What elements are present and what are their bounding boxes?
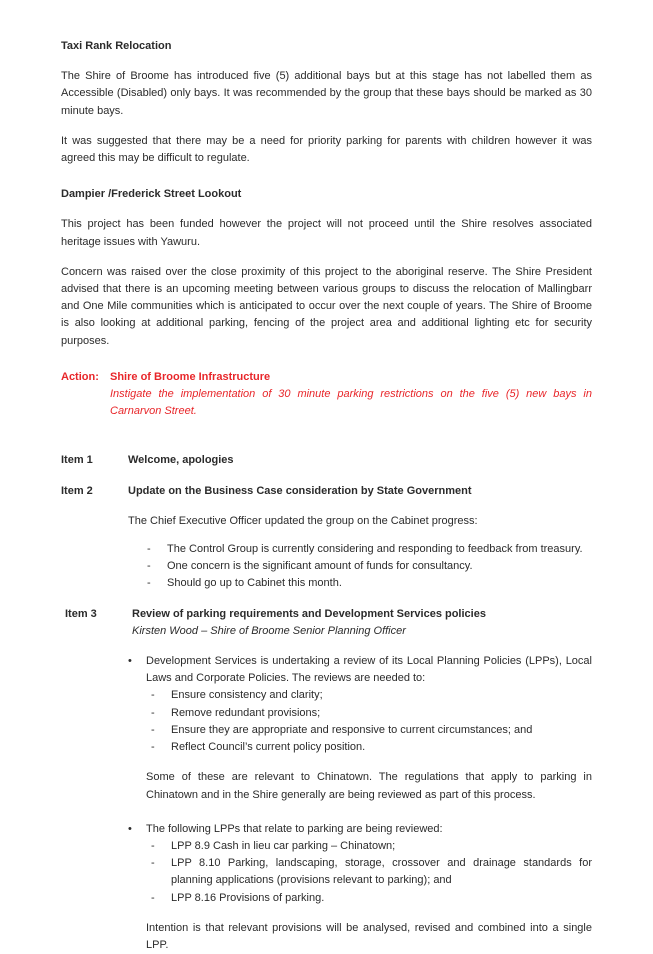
- lookout-paragraph-1: This project has been funded however the project will not proceed until the Shire resolves associated heritage issues with Yawuru.: [61, 218, 592, 248]
- list-item: [151, 687, 592, 704]
- dash-marker: -: [151, 706, 155, 719]
- dash-marker: -: [151, 689, 155, 702]
- list-item-label: LPP 8.9 Cash in lieu car parking – Chinatown;: [171, 839, 396, 852]
- lookout-paragraph-2: Concern was raised over the close proximity of this project to the aboriginal reserve. The Shire President advised that there is an upcoming meeting between various groups to discuss the relocation of Mallingbarr and One Mile communities which is anticipated to occur over the next couple of years. The Shire of Broome is also looking at additional parking, fencing of the project area and additional lighting etc for security purposes.: [61, 265, 592, 347]
- list-item: [147, 541, 592, 558]
- item-2-intro-spacer: [61, 500, 592, 513]
- list-item: [151, 838, 592, 855]
- list-item: [151, 890, 592, 907]
- list-item: [147, 575, 592, 592]
- item-3-title: Review of parking requirements and Development Services policies: [132, 607, 486, 620]
- bullet-marker: •: [128, 822, 132, 835]
- item-2-point-list: [147, 541, 592, 593]
- action-label: Action:: [61, 370, 99, 383]
- action-body: [110, 369, 592, 421]
- items-spacer: [61, 433, 592, 452]
- taxi-rank-paragraph-1: The Shire of Broome has introduced five (5) additional bays but at this stage has not labelled them as Accessible (Disabled) only bays. It was recommended by the group that these bays should be marked as 30 minute bays.: [61, 70, 592, 117]
- list-item: [151, 705, 592, 722]
- agenda-item-1: [61, 452, 592, 469]
- item-2-intro: The Chief Executive Officer updated the group on the Cabinet progress:: [128, 514, 478, 527]
- list-item: [151, 855, 592, 889]
- list-item: [147, 558, 592, 575]
- item-1-content: [128, 452, 592, 469]
- bullet-marker: •: [128, 655, 132, 668]
- dash-marker: -: [151, 839, 155, 852]
- dash-marker: -: [147, 577, 151, 590]
- dash-marker: -: [147, 543, 151, 556]
- action-text: Instigate the implementation of 30 minute parking restrictions on the five (5) new bays in Carnarvon Street.: [110, 388, 592, 418]
- item-2-content: [128, 483, 592, 500]
- list-item: [151, 722, 592, 739]
- dash-marker: -: [151, 741, 155, 754]
- dash-marker: -: [151, 857, 155, 870]
- taxi-rank-paragraph-2: It was suggested that there may be a need for priority parking for parents with children however it was agreed this may be difficult to regulate.: [61, 134, 592, 165]
- list-item-label: Ensure consistency and clarity;: [171, 689, 323, 702]
- list-item-label: LPP 8.10 Parking, landscaping, storage, crossover and drainage standards for planning applications (provisions relevant to parking); and: [171, 857, 592, 887]
- dash-marker: -: [151, 723, 155, 736]
- section-heading-lookout: Dampier /Frederick Street Lookout: [61, 188, 242, 201]
- item-3-bullet-list-1: [128, 653, 592, 756]
- agenda-item-2: [61, 483, 592, 500]
- bullet-1-followup-spacer: [128, 756, 592, 769]
- item-3-spacer: [61, 593, 592, 606]
- item-3-body: [128, 653, 592, 954]
- item-1-title: Welcome, apologies: [128, 454, 234, 467]
- bullet-2-followup-spacer: [128, 907, 592, 920]
- list-item-label: LPP 8.16 Provisions of parking.: [171, 891, 325, 904]
- list-item-label: Should go up to Cabinet this month.: [167, 577, 342, 590]
- bullet-2-sub-list: [151, 838, 592, 907]
- list-item: [151, 739, 592, 756]
- item-3-label: Item 3: [65, 607, 97, 620]
- bullet-1-text: Development Services is undertaking a review of its Local Planning Policies (LPPs), Local Laws and Corporate Policies. The reviews are needed to:: [146, 655, 592, 685]
- bullet-2-text: The following LPPs that relate to parking are being reviewed:: [146, 822, 443, 835]
- item-2-body: [128, 513, 592, 593]
- dash-marker: -: [147, 560, 151, 573]
- item-2-label: Item 2: [61, 484, 93, 497]
- item-1-spacer: [61, 470, 592, 483]
- list-item-label: Remove redundant provisions;: [171, 706, 321, 719]
- agenda-item-3: [61, 606, 592, 640]
- list-item-label: Reflect Council’s current policy position.: [171, 741, 366, 754]
- list-item: [128, 653, 592, 756]
- list-item-label: One concern is the significant amount of funds for consultancy.: [167, 560, 473, 573]
- item-2-title: Update on the Business Case consideration by State Government: [128, 484, 472, 497]
- list-item-label: Ensure they are appropriate and responsive to current circumstances; and: [171, 723, 533, 736]
- item-3-subtitle: Kirsten Wood – Shire of Broome Senior Planning Officer: [132, 624, 406, 637]
- item-3-bullet-list-2: [128, 821, 592, 907]
- item-1-label: Item 1: [61, 454, 93, 467]
- document-body: [61, 38, 592, 954]
- item-3-body-spacer: [61, 640, 592, 653]
- bullet-1-sub-list: [151, 687, 592, 756]
- bullet-1-follow-up: Some of these are relevant to Chinatown. The regulations that apply to parking in Chinatown and in the Shire generally are being reviewed as part of this process.: [146, 771, 592, 801]
- action-title: Shire of Broome Infrastructure: [110, 370, 271, 383]
- bullet-2-follow-up: Intention is that relevant provisions will be analysed, revised and combined into a single LPP.: [146, 921, 592, 951]
- list-item-label: The Control Group is currently considering and responding to feedback from treasury.: [167, 543, 583, 556]
- list-item: [128, 821, 592, 907]
- item-3-content: [132, 606, 592, 640]
- section-heading-taxi-rank: Taxi Rank Relocation: [61, 40, 172, 52]
- dash-marker: -: [151, 891, 155, 904]
- action-block: [61, 369, 592, 421]
